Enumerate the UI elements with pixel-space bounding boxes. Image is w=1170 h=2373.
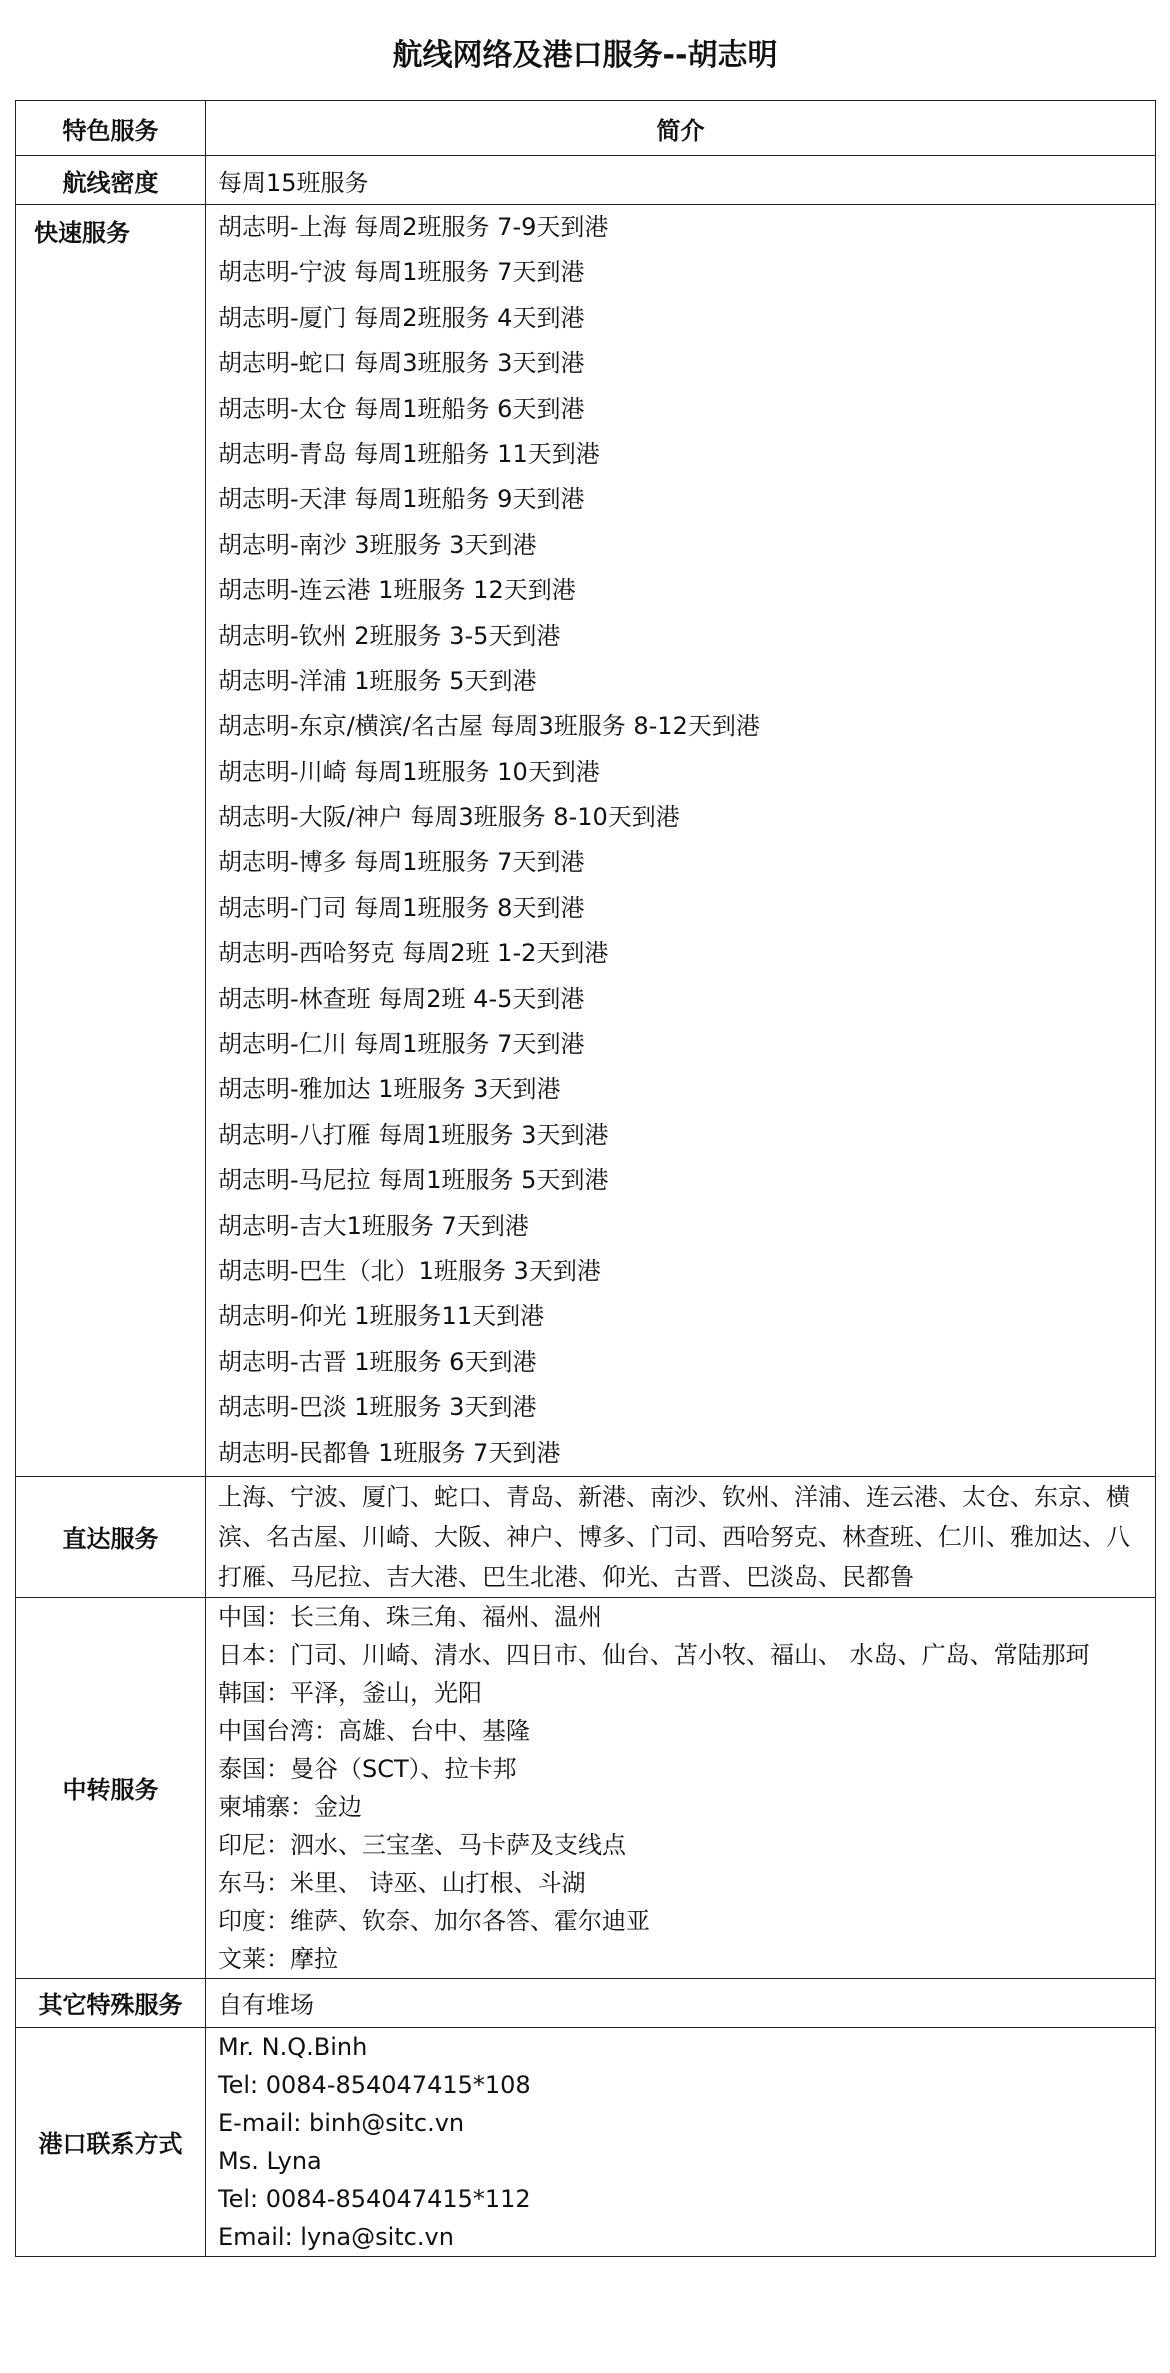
service-table	[15, 100, 1156, 2257]
fast-route: 胡志明-林查班 每周2班 4-5天到港	[218, 984, 585, 1013]
header-row	[16, 101, 1156, 156]
transit-service-list	[206, 1597, 1156, 1978]
fast-route: 胡志明-仁川 每周1班服务 7天到港	[218, 1030, 585, 1059]
transit-line: 泰国：曼谷（SCT）、拉卡邦	[218, 1754, 517, 1783]
direct-service-row	[16, 1476, 1156, 1597]
transit-line: 柬埔寨：金边	[218, 1792, 362, 1821]
transit-line: 中国台湾：高雄、台中、基隆	[218, 1716, 530, 1745]
fast-route: 胡志明-洋浦 1班服务 5天到港	[218, 666, 537, 695]
density-row	[16, 156, 1156, 205]
fast-route: 胡志明-巴生（北）1班服务 3天到港	[218, 1256, 601, 1285]
other-service-row	[16, 1978, 1156, 2027]
fast-route: 胡志明-钦州 2班服务 3-5天到港	[218, 621, 561, 650]
direct-service-ports: 上海、宁波、厦门、蛇口、青岛、新港、南沙、钦州、洋浦、连云港、太仓、东京、横滨、名古屋、川崎、大阪、神户、博多、门司、西哈努克、林查班、仁川、雅加达、八打雁、马尼拉、吉大港、巴生北港、仰光、古晋、巴淡岛、民都鲁	[206, 1476, 1156, 1597]
contact-line: E-mail: binh@sitc.vn	[218, 2108, 465, 2137]
fast-route: 胡志明-南沙 3班服务 3天到港	[218, 530, 537, 559]
other-service-value: 自有堆场	[206, 1978, 1156, 2027]
fast-route: 胡志明-太仓 每周1班船务 6天到港	[218, 394, 585, 423]
fast-route: 胡志明-博多 每周1班服务 7天到港	[218, 848, 585, 877]
fast-route: 胡志明-西哈努克 每周2班 1-2天到港	[218, 939, 609, 968]
other-service-label: 其它特殊服务	[16, 1978, 206, 2027]
header-intro: 简介	[206, 101, 1156, 156]
fast-service-label: 快速服务	[16, 205, 206, 1477]
density-value: 每周15班服务	[206, 156, 1156, 205]
fast-route: 胡志明-仰光 1班服务11天到港	[218, 1302, 545, 1331]
fast-route: 胡志明-吉大1班服务 7天到港	[218, 1211, 529, 1240]
fast-route: 胡志明-天津 每周1班船务 9天到港	[218, 485, 585, 514]
contact-list	[206, 2027, 1156, 2256]
fast-route: 胡志明-连云港 1班服务 12天到港	[218, 576, 576, 605]
fast-route: 胡志明-川崎 每周1班服务 10天到港	[218, 757, 600, 786]
contact-line: Mr. N.Q.Binh	[218, 2032, 368, 2061]
contact-line: Tel: 0084-854047415*108	[218, 2070, 531, 2099]
contact-label: 港口联系方式	[16, 2027, 206, 2256]
transit-service-row	[16, 1597, 1156, 1978]
fast-route: 胡志明-宁波 每周1班服务 7天到港	[218, 258, 585, 287]
fast-route: 胡志明-大阪/神户 每周3班服务 8-10天到港	[218, 803, 680, 832]
fast-service-list	[206, 205, 1156, 1477]
fast-route: 胡志明-门司 每周1班服务 8天到港	[218, 893, 585, 922]
fast-service-row	[16, 205, 1156, 1477]
fast-route: 胡志明-八打雁 每周1班服务 3天到港	[218, 1120, 609, 1149]
contact-row	[16, 2027, 1156, 2256]
fast-route: 胡志明-巴淡 1班服务 3天到港	[218, 1393, 537, 1422]
transit-line: 中国：长三角、珠三角、福州、温州	[218, 1602, 602, 1631]
contact-line: Email: lyna@sitc.vn	[218, 2222, 454, 2251]
transit-line: 韩国：平泽，釜山，光阳	[218, 1678, 482, 1707]
contact-line: Ms. Lyna	[218, 2146, 322, 2175]
fast-route: 胡志明-古晋 1班服务 6天到港	[218, 1347, 537, 1376]
fast-route: 胡志明-蛇口 每周3班服务 3天到港	[218, 349, 585, 378]
fast-route: 胡志明-厦门 每周2班服务 4天到港	[218, 303, 585, 332]
page-title: 航线网络及港口服务--胡志明	[392, 38, 778, 73]
fast-route: 胡志明-上海 每周2班服务 7-9天到港	[218, 213, 609, 241]
transit-line: 日本：门司、川崎、清水、四日市、仙台、苫小牧、福山、 水岛、广岛、常陆那珂	[218, 1640, 1090, 1669]
transit-line: 印尼：泗水、三宝垄、马卡萨及支线点	[218, 1830, 626, 1859]
density-label: 航线密度	[16, 156, 206, 205]
header-feature: 特色服务	[16, 101, 206, 156]
transit-line: 东马：米里、 诗巫、山打根、斗湖	[218, 1868, 586, 1897]
fast-route: 胡志明-马尼拉 每周1班服务 5天到港	[218, 1166, 609, 1195]
transit-service-label: 中转服务	[16, 1597, 206, 1978]
fast-route: 胡志明-雅加达 1班服务 3天到港	[218, 1075, 561, 1104]
fast-route: 胡志明-东京/横滨/名古屋 每周3班服务 8-12天到港	[218, 712, 760, 741]
transit-line: 文莱：摩拉	[218, 1944, 338, 1973]
fast-route: 胡志明-民都鲁 1班服务 7天到港	[218, 1438, 561, 1467]
direct-service-label: 直达服务	[16, 1476, 206, 1597]
contact-line: Tel: 0084-854047415*112	[218, 2184, 531, 2213]
fast-route: 胡志明-青岛 每周1班船务 11天到港	[218, 439, 600, 468]
transit-line: 印度：维萨、钦奈、加尔各答、霍尔迪亚	[218, 1906, 650, 1935]
